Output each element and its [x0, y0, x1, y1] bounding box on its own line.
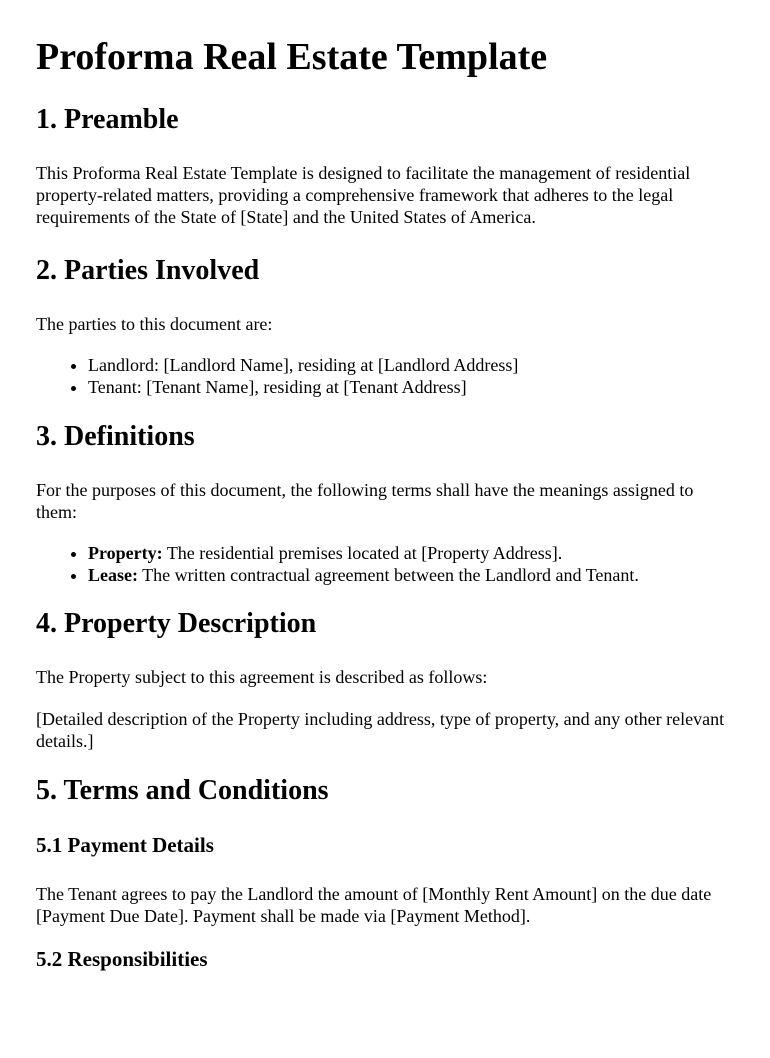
- document-title: Proforma Real Estate Template: [36, 36, 548, 78]
- document-page: [0, 34, 770, 972]
- payment-paragraph: The Tenant agrees to pay the Landlord the amount of [Monthly Rent Amount] on the due date [Payment Due Date]. Payment shall be made via [Payment Method].: [36, 884, 712, 926]
- definitions-intro: For the purposes of this document, the following terms shall have the meanings assigned to them:: [36, 480, 694, 522]
- definition-item-property: [88, 542, 734, 564]
- subsection-heading-payment: 5.1 Payment Details: [36, 833, 214, 857]
- property-description-intro: The Property subject to this agreement is described as follows:: [36, 667, 488, 687]
- parties-list: [36, 354, 734, 398]
- preamble-paragraph: This Proforma Real Estate Template is designed to facilitate the management of residential property-related matters, providing a comprehensive framework that adheres to the legal requirements of the State of [State] and the United States of America.: [36, 163, 691, 227]
- definitions-list: [36, 542, 734, 586]
- section-heading-property-description: 4. Property Description: [36, 608, 317, 639]
- section-heading-preamble: 1. Preamble: [36, 104, 179, 135]
- definition-term: Property:: [88, 543, 163, 563]
- definition-item-lease: [88, 564, 734, 586]
- subsection-heading-responsibilities: 5.2 Responsibilities: [36, 947, 208, 971]
- definition-term: Lease:: [88, 565, 138, 585]
- definition-text: The written contractual agreement between the Landlord and Tenant.: [137, 565, 639, 585]
- list-item-landlord: • Landlord: [Landlord Name], residing at [Landlord Address]: [88, 354, 734, 376]
- parties-intro: The parties to this document are:: [36, 314, 273, 334]
- list-item-tenant: • Tenant: [Tenant Name], residing at [Tenant Address]: [88, 376, 734, 398]
- section-heading-parties: 2. Parties Involved: [36, 255, 260, 286]
- section-heading-terms: 5. Terms and Conditions: [36, 775, 329, 806]
- definition-text: The residential premises located at [Property Address].: [162, 543, 563, 563]
- section-heading-definitions: 3. Definitions: [36, 421, 195, 452]
- property-description-detail: [Detailed description of the Property including address, type of property, and any other relevant details.]: [36, 709, 725, 751]
